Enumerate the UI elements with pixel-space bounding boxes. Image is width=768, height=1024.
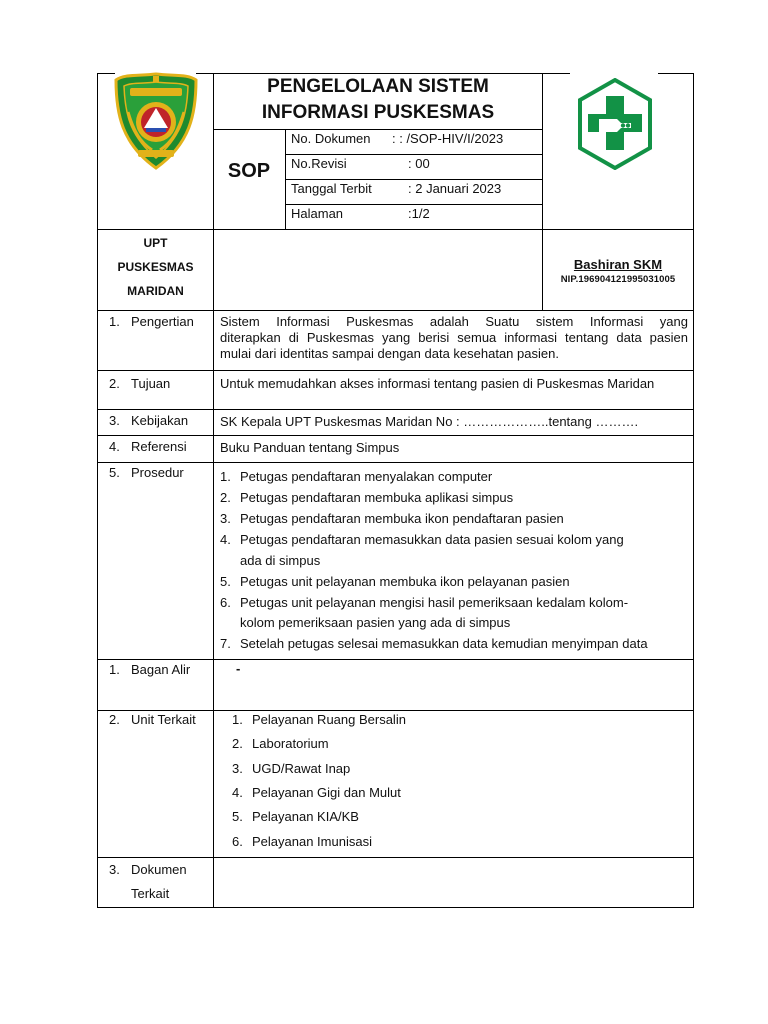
section-number: 2. (109, 712, 120, 727)
institution-line: PUSKESMAS (117, 260, 194, 274)
column-divider (213, 73, 214, 908)
doc-number-label: No. Dokumen (291, 131, 371, 146)
table-border-top (97, 73, 115, 74)
section-text-pengertian (220, 314, 688, 362)
section-text-tujuan: Untuk memudahkan akses informasi tentang pasien di Puskesmas Maridan (220, 376, 655, 391)
table-border-bottom (97, 907, 694, 908)
list-text: Petugas pendaftaran membuka aplikasi simpus (240, 490, 514, 505)
list-number: 2. (232, 736, 243, 751)
list-text: Petugas pendaftaran memasukkan data pasien sesuai kolom yang (240, 532, 624, 547)
section-label-prosedur: Prosedur (131, 465, 184, 480)
document-title-line: PENGELOLAAN SISTEM (267, 76, 489, 97)
section-text-kebijakan: SK Kepala UPT Puskesmas Maridan No : ………………..tentang ………. (220, 414, 639, 429)
label-line: Terkait (131, 886, 170, 901)
document-title-line: INFORMASI PUSKESMAS (261, 102, 495, 123)
signatory-nip: NIP.196904121995031005 (560, 274, 676, 285)
list-number: 2. (220, 490, 231, 505)
list-text: Pelayanan Gigi dan Mulut (252, 785, 401, 800)
label-line: Dokumen (131, 862, 187, 877)
section-number: 5. (109, 465, 120, 480)
list-text: kolom pemeriksaan pasien yang ada di simpus (240, 615, 511, 630)
table-border-top (658, 73, 694, 74)
list-number: 3. (232, 761, 243, 776)
row-divider (285, 154, 543, 155)
list-number: 4. (220, 532, 231, 547)
puskesmas-cross-icon (577, 78, 653, 170)
table-border-left (97, 73, 98, 908)
issue-date-value: : 2 Januari 2023 (408, 181, 502, 196)
row-divider (97, 409, 694, 410)
list-text: Petugas pendaftaran menyalakan computer (240, 469, 493, 484)
list-number: 6. (232, 834, 243, 849)
section-number: 1. (109, 314, 120, 329)
section-label-dokumen-terkait (131, 858, 187, 906)
section-label-unit-terkait: Unit Terkait (131, 712, 196, 727)
table-border-right (693, 73, 694, 908)
list-text: Setelah petugas selesai memasukkan data kemudian menyimpan data (240, 636, 648, 651)
list-number: 5. (232, 809, 243, 824)
section-number: 1. (109, 662, 120, 677)
list-text: Pelayanan Ruang Bersalin (252, 712, 406, 727)
row-divider (285, 204, 543, 205)
document-title (214, 74, 542, 126)
institution-name (98, 231, 213, 303)
section-label-referensi: Referensi (131, 439, 187, 454)
list-number: 5. (220, 574, 231, 589)
row-divider (97, 310, 694, 311)
page-value: :1/2 (408, 206, 430, 221)
section-number: 3. (109, 413, 120, 428)
list-text: ada di simpus (240, 553, 321, 568)
section-label-tujuan: Tujuan (131, 376, 171, 391)
institution-line: UPT (143, 236, 168, 250)
doc-number-value: : : /SOP-HIV/I/2023 (392, 131, 504, 146)
list-number: 6. (220, 595, 231, 610)
section-number: 3. (109, 862, 120, 877)
revision-value: : 00 (408, 156, 430, 171)
section-number: 2. (109, 376, 120, 391)
list-number: 4. (232, 785, 243, 800)
row-divider (213, 129, 543, 130)
list-text: Pelayanan Imunisasi (252, 834, 372, 849)
section-number: 4. (109, 439, 120, 454)
list-text: Petugas unit pelayanan membuka ikon pelayanan pasien (240, 574, 570, 589)
section-label-bagan-alir: Bagan Alir (131, 662, 191, 677)
institution-line: MARIDAN (127, 284, 184, 298)
list-text: Laboratorium (252, 736, 329, 751)
revision-label: No.Revisi (291, 156, 347, 171)
section-text-referensi: Buku Panduan tentang Simpus (220, 440, 400, 455)
section-label-pengertian: Pengertian (131, 314, 194, 329)
list-number: 1. (232, 712, 243, 727)
row-divider (97, 462, 694, 463)
list-number: 3. (220, 511, 231, 526)
list-text: UGD/Rawat Inap (252, 761, 351, 776)
signatory-name: Bashiran SKM (573, 257, 663, 272)
row-divider (97, 370, 694, 371)
section-label-kebijakan: Kebijakan (131, 413, 189, 428)
text-line: mulai dari identitas sampai dengan data kesehatan pasien. (220, 346, 559, 361)
list-text: Petugas pendaftaran membuka ikon pendaftaran pasien (240, 511, 564, 526)
section-text-bagan-alir: - (236, 661, 241, 676)
text-line: Sistem Informasi Puskesmas adalah Suatu sistem Informasi yang (220, 314, 688, 329)
list-number: 1. (220, 469, 231, 484)
text-line: diterapkan di Puskesmas yang berisi semua informasi tentang data pasien (220, 330, 688, 345)
column-divider (542, 73, 543, 230)
list-text: Pelayanan KIA/KB (252, 809, 359, 824)
sop-label: SOP (227, 160, 271, 182)
row-divider (97, 435, 694, 436)
list-number: 7. (220, 636, 231, 651)
row-divider (97, 659, 694, 660)
issue-date-label: Tanggal Terbit (291, 181, 372, 196)
row-divider (285, 179, 543, 180)
page-label: Halaman (291, 206, 344, 221)
list-text: Petugas unit pelayanan mengisi hasil pemeriksaan kedalam kolom- (240, 595, 629, 610)
row-divider (97, 229, 694, 230)
regency-emblem-icon (114, 72, 198, 170)
